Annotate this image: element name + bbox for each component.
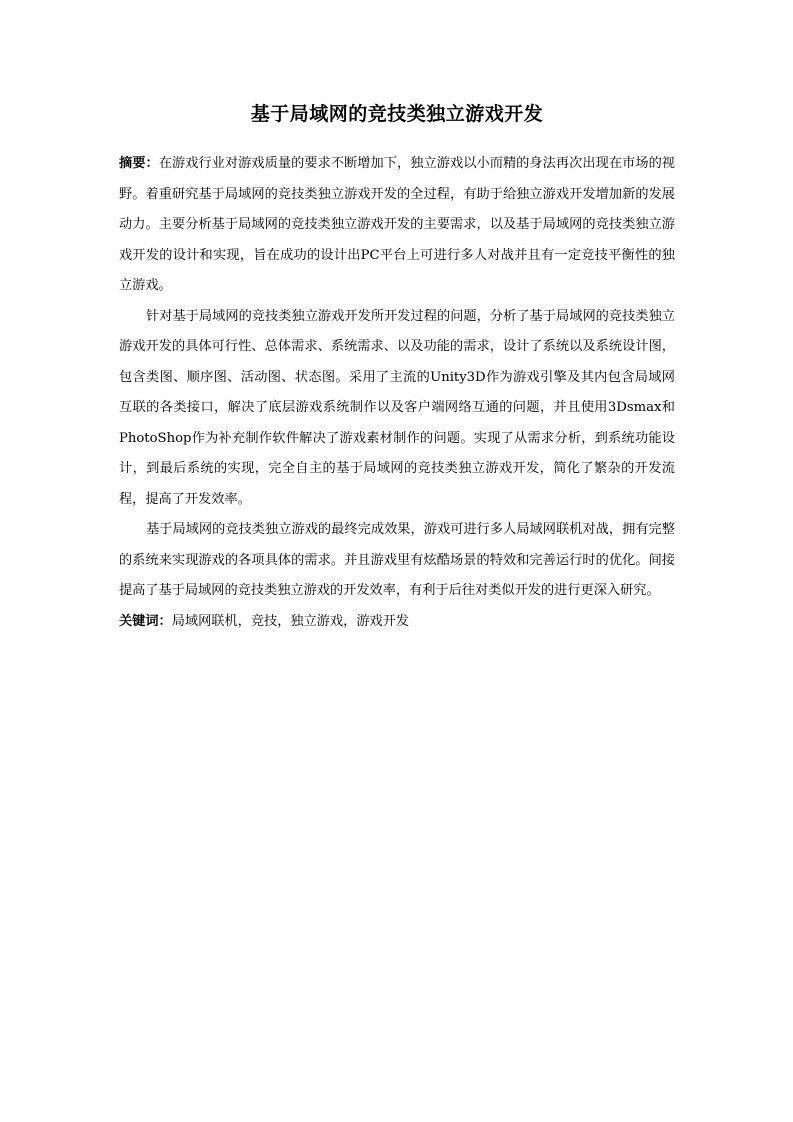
keywords-text: 局域网联机，竞技，独立游戏，游戏开发 xyxy=(171,613,410,629)
abstract-paragraph-1 xyxy=(119,149,675,302)
document-title: 基于局域网的竞技类独立游戏开发 xyxy=(250,103,544,125)
document-page xyxy=(119,100,675,637)
keywords-line xyxy=(119,607,675,638)
abstract-paragraph-2: 针对基于局域网的竞技类独立游戏开发所开发过程的问题，分析了基于局域网的竞技类独立游戏开发的具体可行性、总体需求、系统需求、以及功能的需求，设计了系统以及系统设计图，包含类图、顺序图、活动图、状态图。采用了主流的Unity3D作为游戏引擎及其内包含局域网互联的各类接口，解决了底层游戏系统制作以及客户端网络互通的问题，并且使用3Dsmax和PhotoShop作为补充制作软件解决了游戏素材制作的问题。实现了从需求分析，到系统功能设计，到最后系统的实现，完全自主的基于局域网的竞技类独立游戏开发，简化了繁杂的开发流程，提高了开发效率。 xyxy=(119,308,675,507)
keywords-label: 关键词： xyxy=(119,613,172,629)
abstract-text-1: 在游戏行业对游戏质量的要求不断增加下，独立游戏以小而精的身法再次出现在市场的视野。着重研究基于局域网的竞技类独立游戏开发的全过程，有助于给独立游戏开发增加新的发展动力。主要分析基于局域网的竞技类独立游戏开发的主要需求，以及基于局域网的竞技类独立游戏开发的设计和实现，旨在成功的设计出PC平台上可进行多人对战并且有一定竞技平衡性的独立游戏。 xyxy=(119,156,675,293)
abstract-label: 摘要： xyxy=(119,156,159,171)
abstract-paragraph-3: 基于局域网的竞技类独立游戏的最终完成效果，游戏可进行多人局域网联机对战，拥有完整的系统来实现游戏的各项具体的需求。并且游戏里有炫酷场景的特效和完善运行时的优化。间接提高了基于局域网的竞技类独立游戏的开发效率，有利于后往对类似开发的进行更深入研究。 xyxy=(119,522,675,598)
